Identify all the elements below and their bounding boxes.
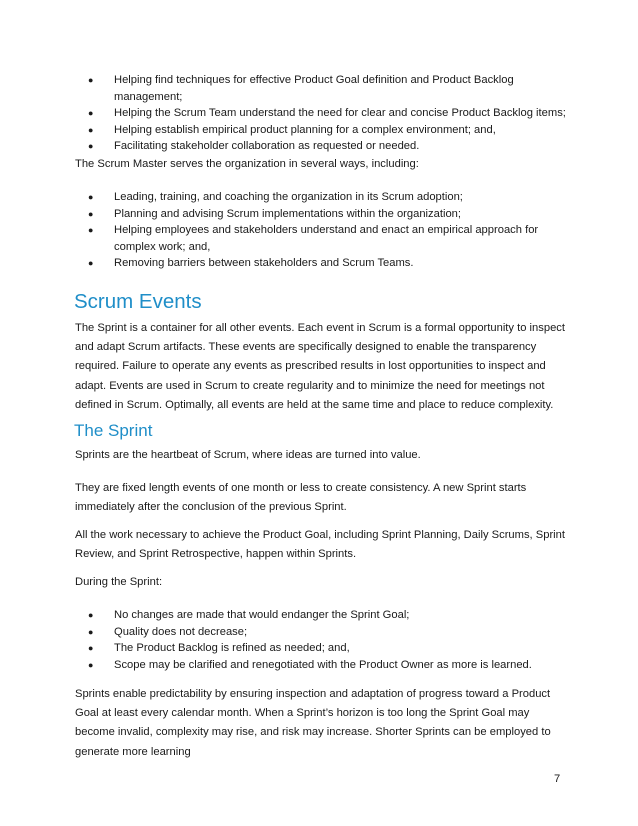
list-item: ● Helping establish empirical product planning for a complex environment; and, <box>75 122 575 139</box>
organization-service-list <box>75 189 575 272</box>
during-sprint-intro: During the Sprint: <box>75 576 163 588</box>
page-number: 7 <box>554 773 561 785</box>
list-item: ● Helping employees and stakeholders understand and enact an empirical approach for complex work; and, <box>88 224 539 253</box>
list-item: ● Helping find techniques for effective Product Goal definition and Product Backlog management; <box>88 74 514 103</box>
bullet-icon: ● <box>88 610 94 620</box>
list-item: ● Leading, training, and coaching the organization in its Scrum adoption; <box>75 189 575 206</box>
list-item: ● Quality does not decrease; <box>75 624 575 641</box>
bullet-icon: ● <box>88 643 94 654</box>
list-item: ● Facilitating stakeholder collaboration as requested or needed. <box>75 138 575 155</box>
bullet-icon: ● <box>88 75 94 85</box>
list-item: ● Removing barriers between stakeholders and Scrum Teams. <box>75 255 575 272</box>
scrum-events-paragraph: The Sprint is a container for all other events. Each event in Scrum is a formal opportunity to inspect and adapt Scrum artifacts. These events are specifically designed to enable the transparency required. Failure to operate any events as prescribed results in lost opportunities to inspect and adapt. Events are used in Scrum to create regularity and to minimize the need for meetings not defined in Scrum. Optimally, all events are held at the same time and place to reduce complexity. <box>75 322 566 411</box>
sprint-paragraph-2: They are fixed length events of one month or less to create consistency. A new Sprint starts immediately after the conclusion of the previous Sprint. <box>75 482 527 514</box>
list-item: ● Scope may be clarified and renegotiated with the Product Owner as more is learned. <box>75 657 575 674</box>
bullet-icon: ● <box>88 208 94 219</box>
bullet-icon: ● <box>88 225 94 236</box>
list-item: ● The Product Backlog is refined as needed; and, <box>75 640 575 657</box>
list-item: ● No changes are made that would endanger the Sprint Goal; <box>75 607 575 624</box>
sprint-paragraph-3: All the work necessary to achieve the Product Goal, including Sprint Planning, Daily Scrums, Sprint Review, and Sprint Retrospective, happen within Sprints. <box>75 529 565 561</box>
bullet-icon: ● <box>88 258 94 269</box>
section-heading-the-sprint: The Sprint <box>74 421 153 440</box>
bullet-icon: ● <box>88 626 94 637</box>
scrum-team-help-list <box>75 72 575 155</box>
bullet-icon: ● <box>88 108 94 119</box>
bullet-icon: ● <box>88 124 94 135</box>
during-sprint-list <box>75 607 575 673</box>
sprint-paragraph-4: Sprints enable predictability by ensuring inspection and adaptation of progress toward a Product Goal at least every calendar month. When a Sprint’s horizon is too long the Sprint Goal may become invalid, complexity may rise, and risk may increase. Shorter Sprints can be employed to generate more learning <box>75 688 551 758</box>
bullet-icon: ● <box>88 659 94 670</box>
list-item: ● Planning and advising Scrum implementations within the organization; <box>75 206 575 223</box>
bullet-icon: ● <box>88 192 94 202</box>
bullet-icon: ● <box>88 141 94 152</box>
sprint-paragraph-1: Sprints are the heartbeat of Scrum, where ideas are turned into value. <box>75 449 421 461</box>
org-intro-paragraph: The Scrum Master serves the organization in several ways, including: <box>75 158 419 170</box>
list-item: ● Helping the Scrum Team understand the need for clear and concise Product Backlog items; <box>75 105 575 122</box>
section-heading-scrum-events: Scrum Events <box>74 290 202 313</box>
